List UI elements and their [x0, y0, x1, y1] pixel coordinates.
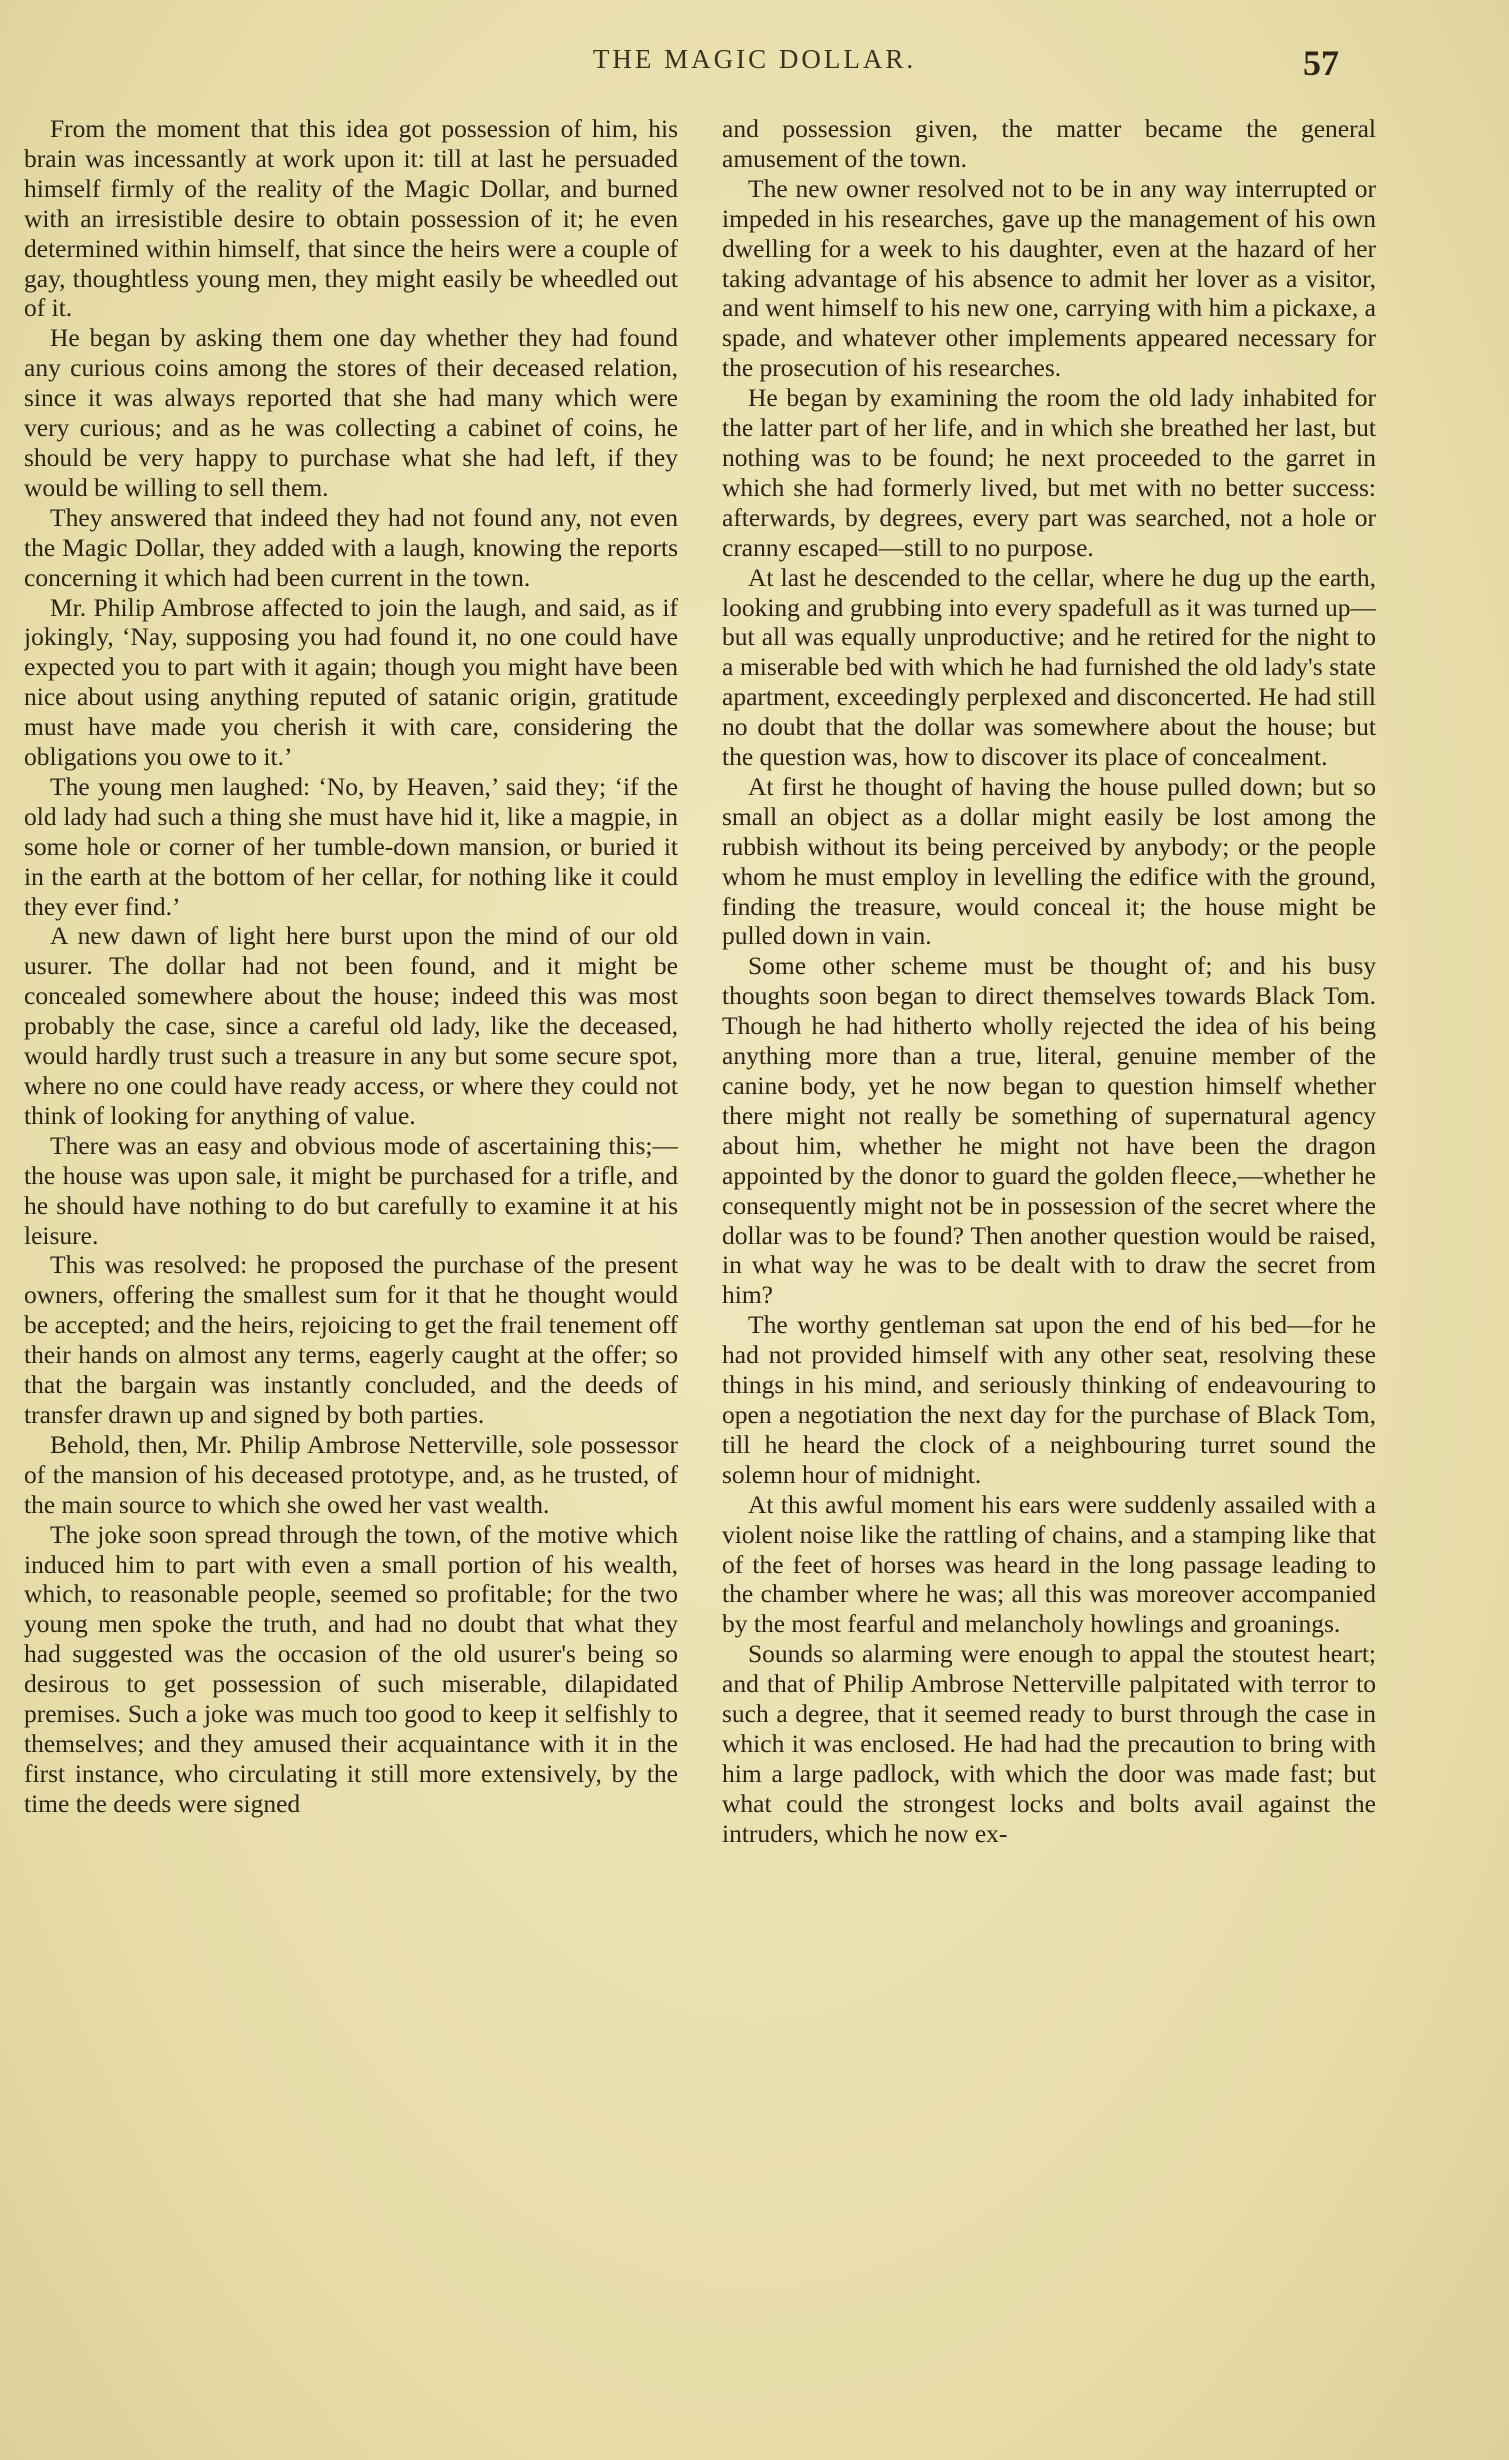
paragraph: There was an easy and obvious mode of ascertaining this;—the house was upon sale, it might be purchased for a trifle, and he should have nothing to do but carefully to examine it at his leisure. — [24, 1130, 678, 1250]
running-title: THE MAGIC DOLLAR. — [592, 44, 917, 74]
paragraph: Some other scheme must be thought of; and his busy thoughts soon began to direct themselves towards Black Tom. Though he had hitherto wholly rejected the idea of his being anything more than a true, literal, genuine member of the canine body, yet he now began to question himself whether there might not really be something of supernatural agency about him, whether he might not have been the dragon appointed by the donor to guard the golden fleece,—whether he consequently might not be in possession of the secret where the dollar was to be found? Then another question would be raised, in what way he was to be dealt with to draw the secret from him? — [722, 951, 1376, 1310]
paragraph: They answered that indeed they had not found any, not even the Magic Dollar, they added with a laugh, knowing the reports concerning it which had been current in the town. — [24, 502, 678, 592]
paragraph: The young men laughed: ‘No, by Heaven,’ said they; ‘if the old lady had such a thing she must have hid it, like a magpie, in some hole or corner of her tumble-down mansion, or buried it in the earth at the bottom of her cellar, for nothing like it could they ever find.’ — [24, 771, 678, 921]
paragraph: Mr. Philip Ambrose affected to join the laugh, and said, as if jokingly, ‘Nay, supposing you had found it, no one could have expected you to part with it again; though you might have been nice about using anything reputed of satanic origin, gratitude must have made you cherish it with care, considering the obligations you owe to it.’ — [24, 592, 678, 772]
paragraph: This was resolved: he proposed the purchase of the present owners, offering the smallest sum for it that he thought would be accepted; and the heirs, rejoicing to get the frail tenement off their hands on almost any terms, eagerly caught at the offer; so that the bargain was instantly concluded, and the deeds of transfer drawn up and signed by both parties. — [24, 1250, 678, 1429]
paragraph: The worthy gentleman sat upon the end of his bed—for he had not provided himself with any other seat, resolving these things in his mind, and seriously thinking of endeavouring to open a negotiation the next day for the purchase of Black Tom, till he heard the clock of a neighbouring turret sound the solemn hour of midnight. — [722, 1310, 1376, 1489]
paragraph: At this awful moment his ears were suddenly assailed with a violent noise like the rattling of chains, and a stamping like that of the feet of horses was heard in the long passage leading to the chamber where he was; all this was moreover accompanied by the most fearful and melancholy howlings and groanings. — [722, 1489, 1376, 1639]
paragraph: Behold, then, Mr. Philip Ambrose Netterville, sole possessor of the mansion of his deceased prototype, and, as he trusted, of the main source to which she owed her vast wealth. — [24, 1429, 678, 1519]
paragraph: The joke soon spread through the town, of the motive which induced him to part with even a small portion of his wealth, which, to reasonable people, seemed so profitable; for the two young men spoke the truth, and had no doubt that what they had suggested was the occasion of the old usurer's being so desirous to get possession of such miserable, dilapidated premises. Such a joke was much too good to keep it selfishly to themselves; and they amused their acquaintance with it in the first instance, who circulating it still more extensively, by the time the deeds were signed — [24, 1519, 678, 1818]
paragraph: Sounds so alarming were enough to appal the stoutest heart; and that of Philip Ambrose Netterville palpitated with terror to such a degree, that it seemed ready to burst through the case in which it was enclosed. He had had the precaution to bring with him a large padlock, with which the door was made fast; but what could the strongest locks and bolts avail against the intruders, which he now ex- — [722, 1639, 1376, 1848]
paragraph: At last he descended to the cellar, where he dug up the earth, looking and grubbing into every spadefull as it was turned up—but all was equally unproductive; and he retired for the night to a miserable bed with which he had furnished the old lady's state apartment, exceedingly perplexed and disconcerted. He had still no doubt that the dollar was somewhere about the house; but the question was, how to discover its place of concealment. — [722, 562, 1376, 772]
paragraph-continued: and possession given, the matter became the general amusement of the town. — [722, 114, 1376, 173]
paragraph: A new dawn of light here burst upon the mind of our old usurer. The dollar had not been found, and it might be concealed somewhere about the house; indeed this was most probably the case, since a careful old lady, like the deceased, would hardly trust such a treasure in any but some secure spot, where no one could have ready access, or where they could not think of looking for anything of value. — [24, 921, 678, 1130]
paragraph: He began by asking them one day whether they had found any curious coins among the stores of their deceased relation, since it was always reported that she had many which were very curious; and as he was collecting a cabinet of coins, he should be very happy to purchase what she had left, if they would be willing to sell them. — [24, 323, 678, 502]
page-number: 57 — [1303, 43, 1339, 83]
paragraph: From the moment that this idea got possession of him, his brain was incessantly at work upon it: till at last he persuaded himself firmly of the reality of the Magic Dollar, and burned with an irresistible desire to obtain possession of it; he even determined within himself, that since the heirs were a couple of gay, thoughtless young men, they might easily be wheedled out of it. — [24, 114, 678, 323]
paragraph: He began by examining the room the old lady inhabited for the latter part of her life, and in which she breathed her last, but nothing was to be found; he next proceeded to the garret in which she had formerly lived, but met with no better success: afterwards, by degrees, every part was searched, not a hole or cranny escaped—still to no purpose. — [722, 383, 1376, 562]
paragraph: At first he thought of having the house pulled down; but so small an object as a dollar might easily be lost among the rubbish without its being perceived by anybody; or the people whom he must employ in levelling the edifice with the ground, finding the treasure, would conceal it; the house might be pulled down in vain. — [722, 771, 1376, 951]
left-column — [24, 114, 678, 2414]
paragraph: The new owner resolved not to be in any way interrupted or impeded in his researches, gave up the management of his own dwelling for a week to his daughter, even at the hazard of her taking advantage of his absence to admit her lover as a visitor, and went himself to his new one, carrying with him a pickaxe, a spade, and whatever other implements appeared necessary for the prosecution of his researches. — [722, 173, 1376, 383]
right-column — [722, 114, 1376, 2414]
running-head — [0, 44, 1509, 84]
